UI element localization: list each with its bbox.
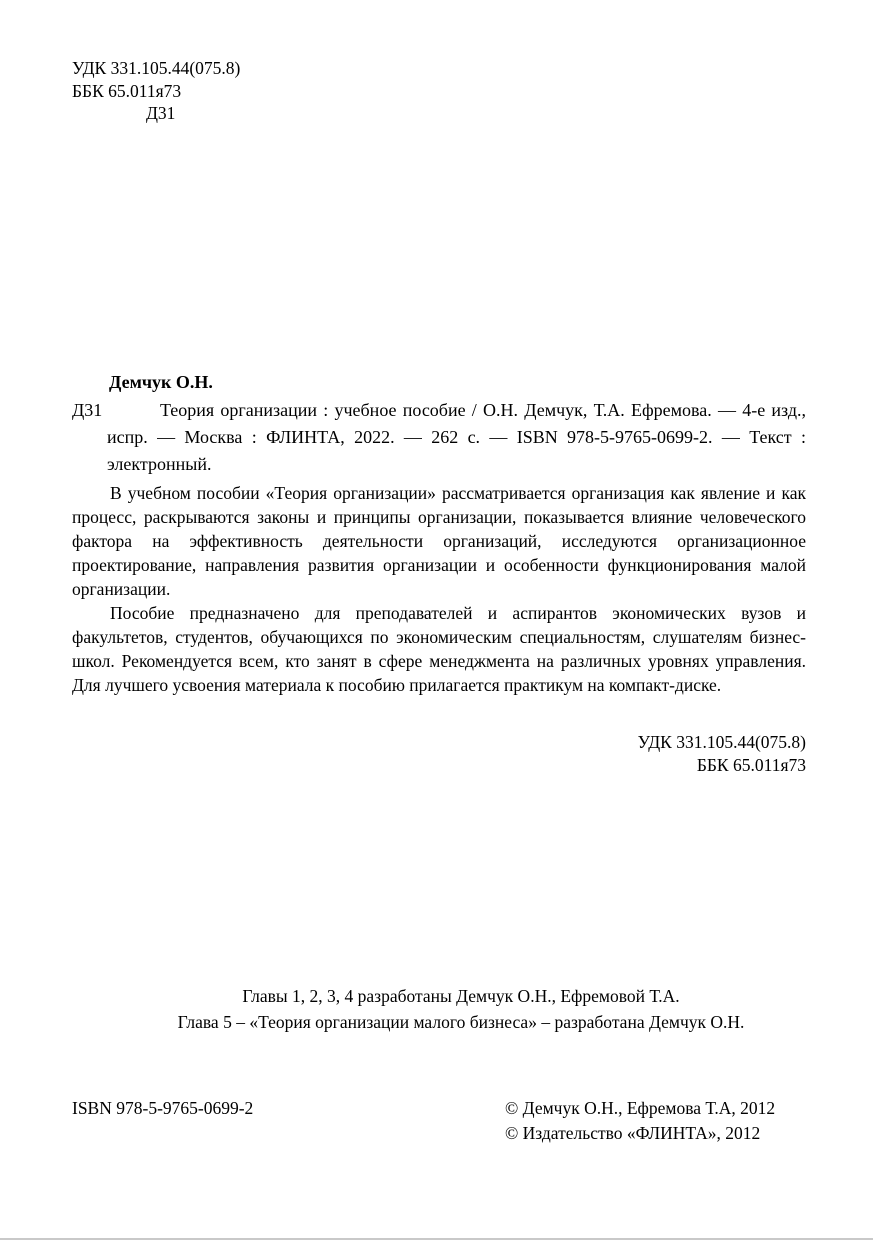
udk-top: УДК 331.105.44(075.8): [72, 58, 241, 78]
copyright-authors: © Демчук О.Н., Ефремова Т.А, 2012: [505, 1098, 776, 1118]
annotation-paragraph-1: В учебном пособии «Теория организации» рассматривается организация как явление и как процесс, раскрываются законы и принципы организации, показывается влияние человеческого фактора на эффективность деятельности организаций, исследуются организационное проектирование, направления развития организации и особенности функционирования малой организации.: [72, 483, 806, 599]
bbk-right: ББК 65.011я73: [696, 755, 806, 775]
footer: [72, 1096, 806, 1156]
bbk-top: ББК 65.011я73: [72, 80, 182, 101]
chapters-credit-line-2: Глава 5 – «Теория организации малого бизнеса» – разработана Демчук О.Н.: [177, 1012, 745, 1032]
copyright-publisher: © Издательство «ФЛИНТА», 2012: [505, 1123, 761, 1143]
annotation-paragraph-2: Пособие предназначено для преподавателей и аспирантов экономических вузов и факультетов, студентов, обучающихся по экономическим специальностям, слушателям бизнес-школ. Рекомендуется всем, кто занят в сфере менеджмента на различных уровнях управления. Для лучшего усвоения материала к пособию прилагается практикум на компакт-диске.: [72, 603, 806, 695]
copyright-block: [505, 1096, 775, 1146]
classification-block-top: [72, 57, 240, 125]
author-heading: Демчук О.Н.: [109, 372, 213, 392]
catalog-entry-text: Теория организации : учебное пособие / О.Н. Демчук, Т.А. Ефремова. — 4-е изд., испр. — Москва : ФЛИНТА, 2022. — 262 с. — ISBN 978-5-9765-0699-2. — Текст : электронный.: [107, 400, 806, 474]
footer-isbn: ISBN 978-5-9765-0699-2: [72, 1098, 254, 1118]
chapters-credit-line-1: Главы 1, 2, 3, 4 разработаны Демчук О.Н., Ефремовой Т.А.: [242, 986, 680, 1006]
annotation: [72, 481, 806, 697]
classification-block-right: [72, 731, 806, 777]
catalog-code: Д31: [72, 400, 103, 420]
catalog-entry: [72, 397, 806, 478]
chapters-credits: [72, 983, 806, 1035]
catalog-code-top: Д31: [146, 103, 176, 123]
udk-right: УДК 331.105.44(075.8): [637, 732, 806, 752]
